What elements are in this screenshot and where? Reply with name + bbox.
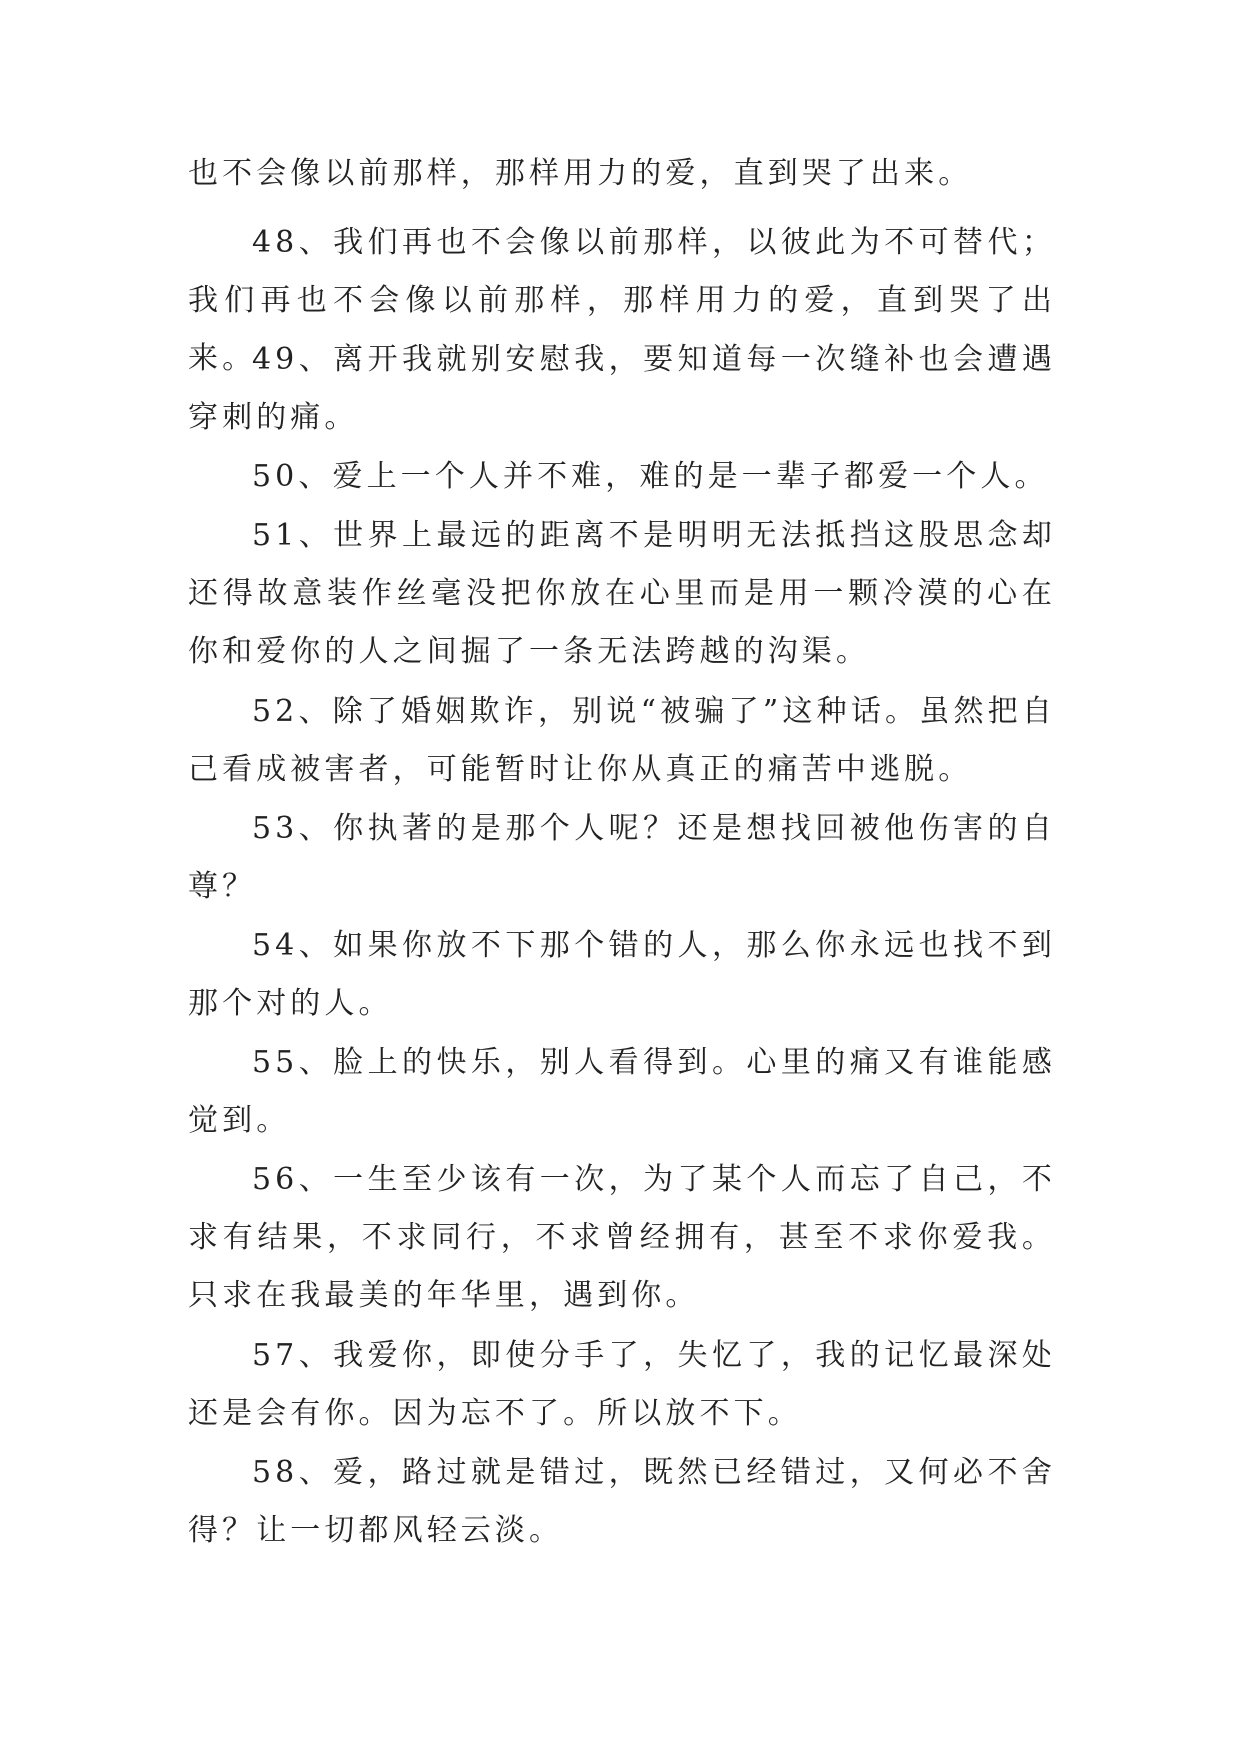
paragraph-56: 56、一生至少该有一次，为了某个人而忘了自己，不求有结果，不求同行，不求曾经拥有，甚至不求你爱我。只求在我最美的年华里，遇到你。 bbox=[188, 1162, 1056, 1313]
paragraph-58: 58、爱，路过就是错过，既然已经错过，又何必不舍得？让一切都风轻云淡。 bbox=[188, 1455, 1056, 1548]
paragraph-48: 48、我们再也不会像以前那样，以彼此为不可替代；我们再也不会像以前那样，那样用力的爱，直到哭了出来。 bbox=[188, 225, 1056, 376]
paragraph-51: 51、世界上最远的距离不是明明无法抵挡这股思念却还得故意装作丝毫没把你放在心里而是用一颗冷漠的心在你和爱你的人之间掘了一条无法跨越的沟渠。 bbox=[188, 518, 1056, 669]
paragraph-54: 54、如果你放不下那个错的人，那么你永远也找不到那个对的人。 bbox=[188, 928, 1056, 1021]
paragraph-continuation: 也不会像以前那样，那样用力的爱，直到哭了出来。 bbox=[188, 156, 973, 191]
paragraph-49: 49、离开我就别安慰我，要知道每一次缝补也会遭遇穿刺的痛。 bbox=[188, 342, 1056, 435]
paragraph-55: 55、脸上的快乐，别人看得到。心里的痛又有谁能感觉到。 bbox=[188, 1045, 1056, 1138]
paragraph-57: 57、我爱你，即使分手了，失忆了，我的记忆最深处还是会有你。因为忘不了。所以放不下。 bbox=[188, 1338, 1056, 1431]
paragraph-50: 50、爱上一个人并不难，难的是一辈子都爱一个人。 bbox=[252, 459, 1049, 494]
paragraph-52: 52、除了婚姻欺诈，别说“被骗了”这种话。虽然把自己看成被害者，可能暂时让你从真正的痛苦中逃脱。 bbox=[188, 694, 1056, 787]
paragraph-53: 53、你执著的是那个人呢？还是想找回被他伤害的自尊？ bbox=[188, 811, 1056, 904]
